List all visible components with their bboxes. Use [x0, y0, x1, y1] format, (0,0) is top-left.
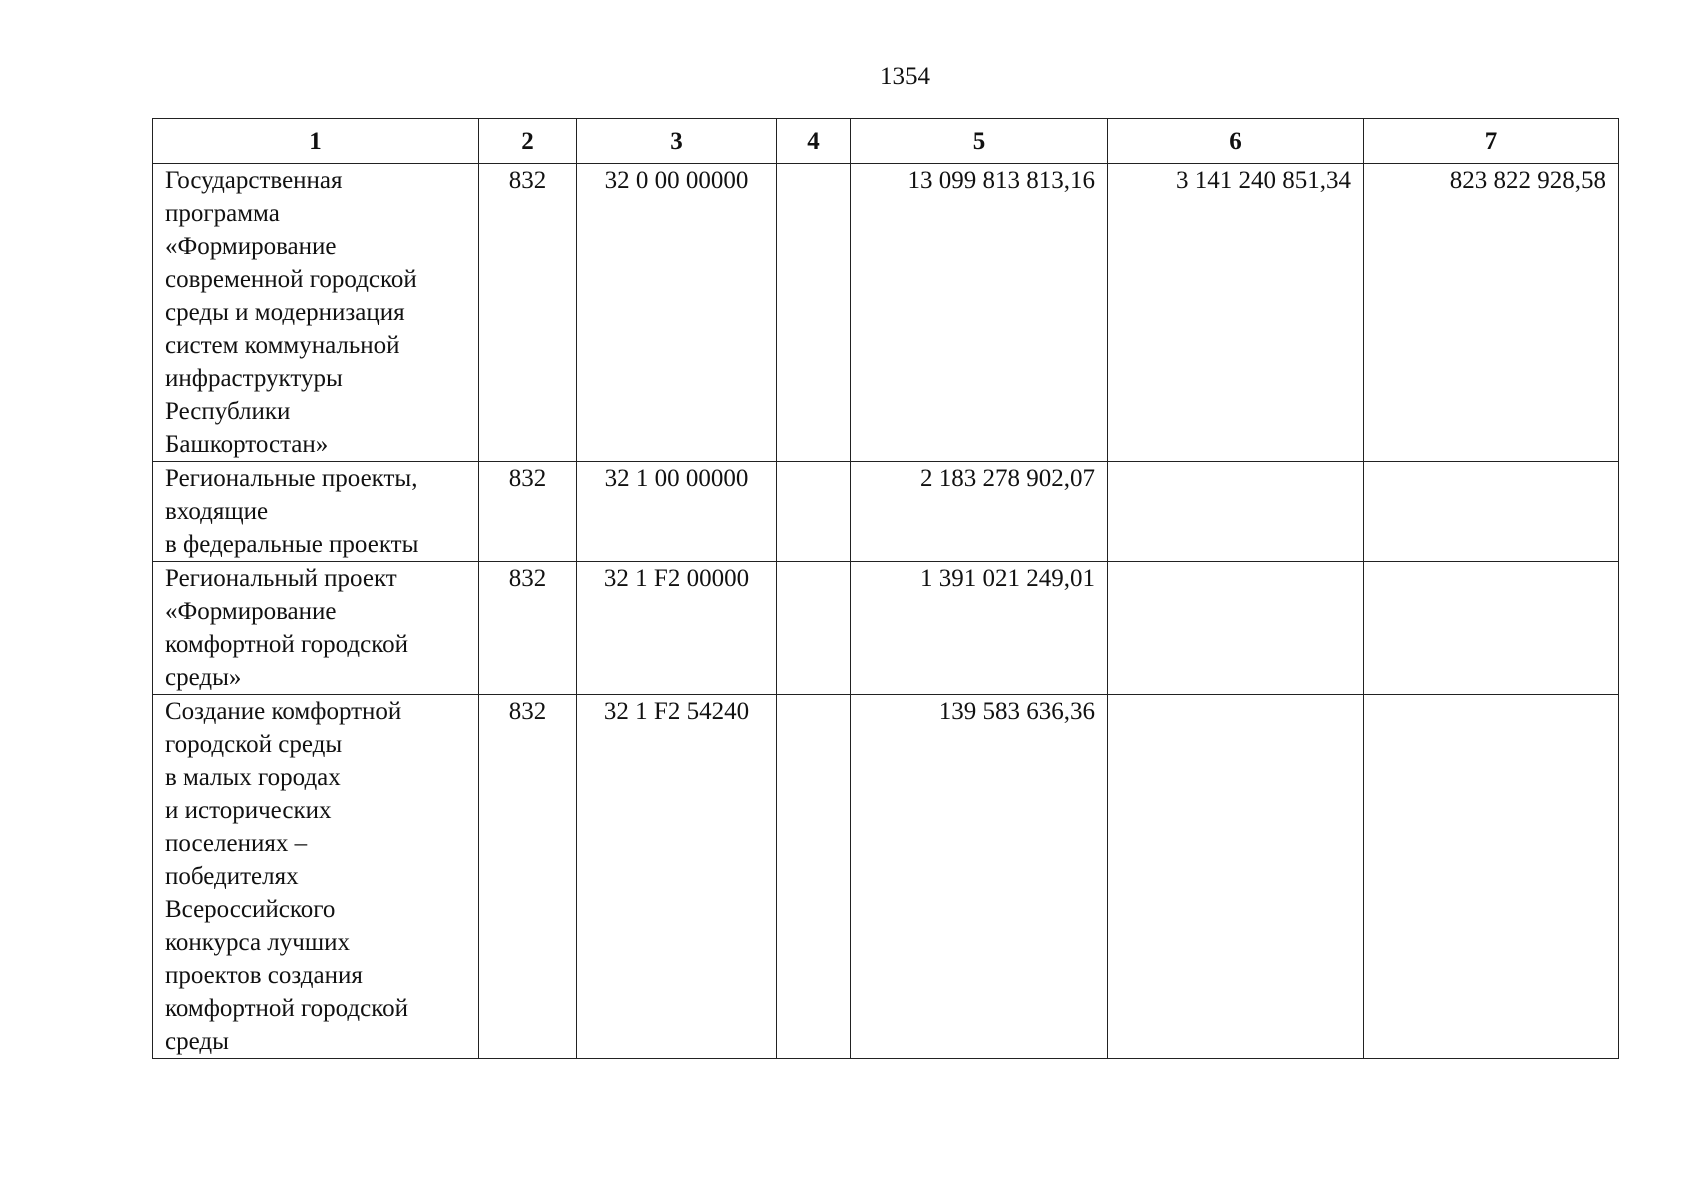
column-header: 5 — [851, 119, 1108, 164]
row-name-cell: Региональные проекты, входящие в федеральные проекты — [153, 462, 479, 562]
csr-cell: 32 1 00 00000 — [577, 462, 777, 562]
column-header: 2 — [479, 119, 577, 164]
sum-cell-col5: 139 583 636,36 — [851, 695, 1108, 1059]
sum-cell-col5: 1 391 021 249,01 — [851, 562, 1108, 695]
column-header: 6 — [1108, 119, 1364, 164]
table-header-row — [153, 119, 1619, 164]
page-number: 1354 — [880, 63, 930, 90]
code-cell: 832 — [479, 562, 577, 695]
sum-cell-col6: 3 141 240 851,34 — [1108, 164, 1364, 462]
budget-table — [152, 118, 1619, 1059]
table-row — [153, 164, 1619, 462]
csr-cell: 32 1 F2 00000 — [577, 562, 777, 695]
row-name-cell: Государственная программа «Формирование современной городской среды и модернизация систем коммунальной инфраструктуры Республики Башкортостан» — [153, 164, 479, 462]
sum-cell-col7 — [1364, 562, 1619, 695]
table-row — [153, 562, 1619, 695]
vr-cell — [777, 462, 851, 562]
vr-cell — [777, 164, 851, 462]
sum-cell-col5: 13 099 813 813,16 — [851, 164, 1108, 462]
sum-cell-col6 — [1108, 462, 1364, 562]
vr-cell — [777, 562, 851, 695]
sum-cell-col7 — [1364, 695, 1619, 1059]
column-header: 4 — [777, 119, 851, 164]
table-row — [153, 695, 1619, 1059]
row-name-cell: Региональный проект «Формирование комфортной городской среды» — [153, 562, 479, 695]
sum-cell-col5: 2 183 278 902,07 — [851, 462, 1108, 562]
column-header: 3 — [577, 119, 777, 164]
code-cell: 832 — [479, 695, 577, 1059]
csr-cell: 32 1 F2 54240 — [577, 695, 777, 1059]
csr-cell: 32 0 00 00000 — [577, 164, 777, 462]
sum-cell-col7 — [1364, 462, 1619, 562]
column-header: 1 — [153, 119, 479, 164]
table-row — [153, 462, 1619, 562]
code-cell: 832 — [479, 462, 577, 562]
row-name-cell: Создание комфортной городской среды в малых городах и исторических поселениях – победителях Всероссийского конкурса лучших проектов создания комфортной городской среды — [153, 695, 479, 1059]
sum-cell-col7: 823 822 928,58 — [1364, 164, 1619, 462]
sum-cell-col6 — [1108, 695, 1364, 1059]
sum-cell-col6 — [1108, 562, 1364, 695]
column-header: 7 — [1364, 119, 1619, 164]
code-cell: 832 — [479, 164, 577, 462]
vr-cell — [777, 695, 851, 1059]
